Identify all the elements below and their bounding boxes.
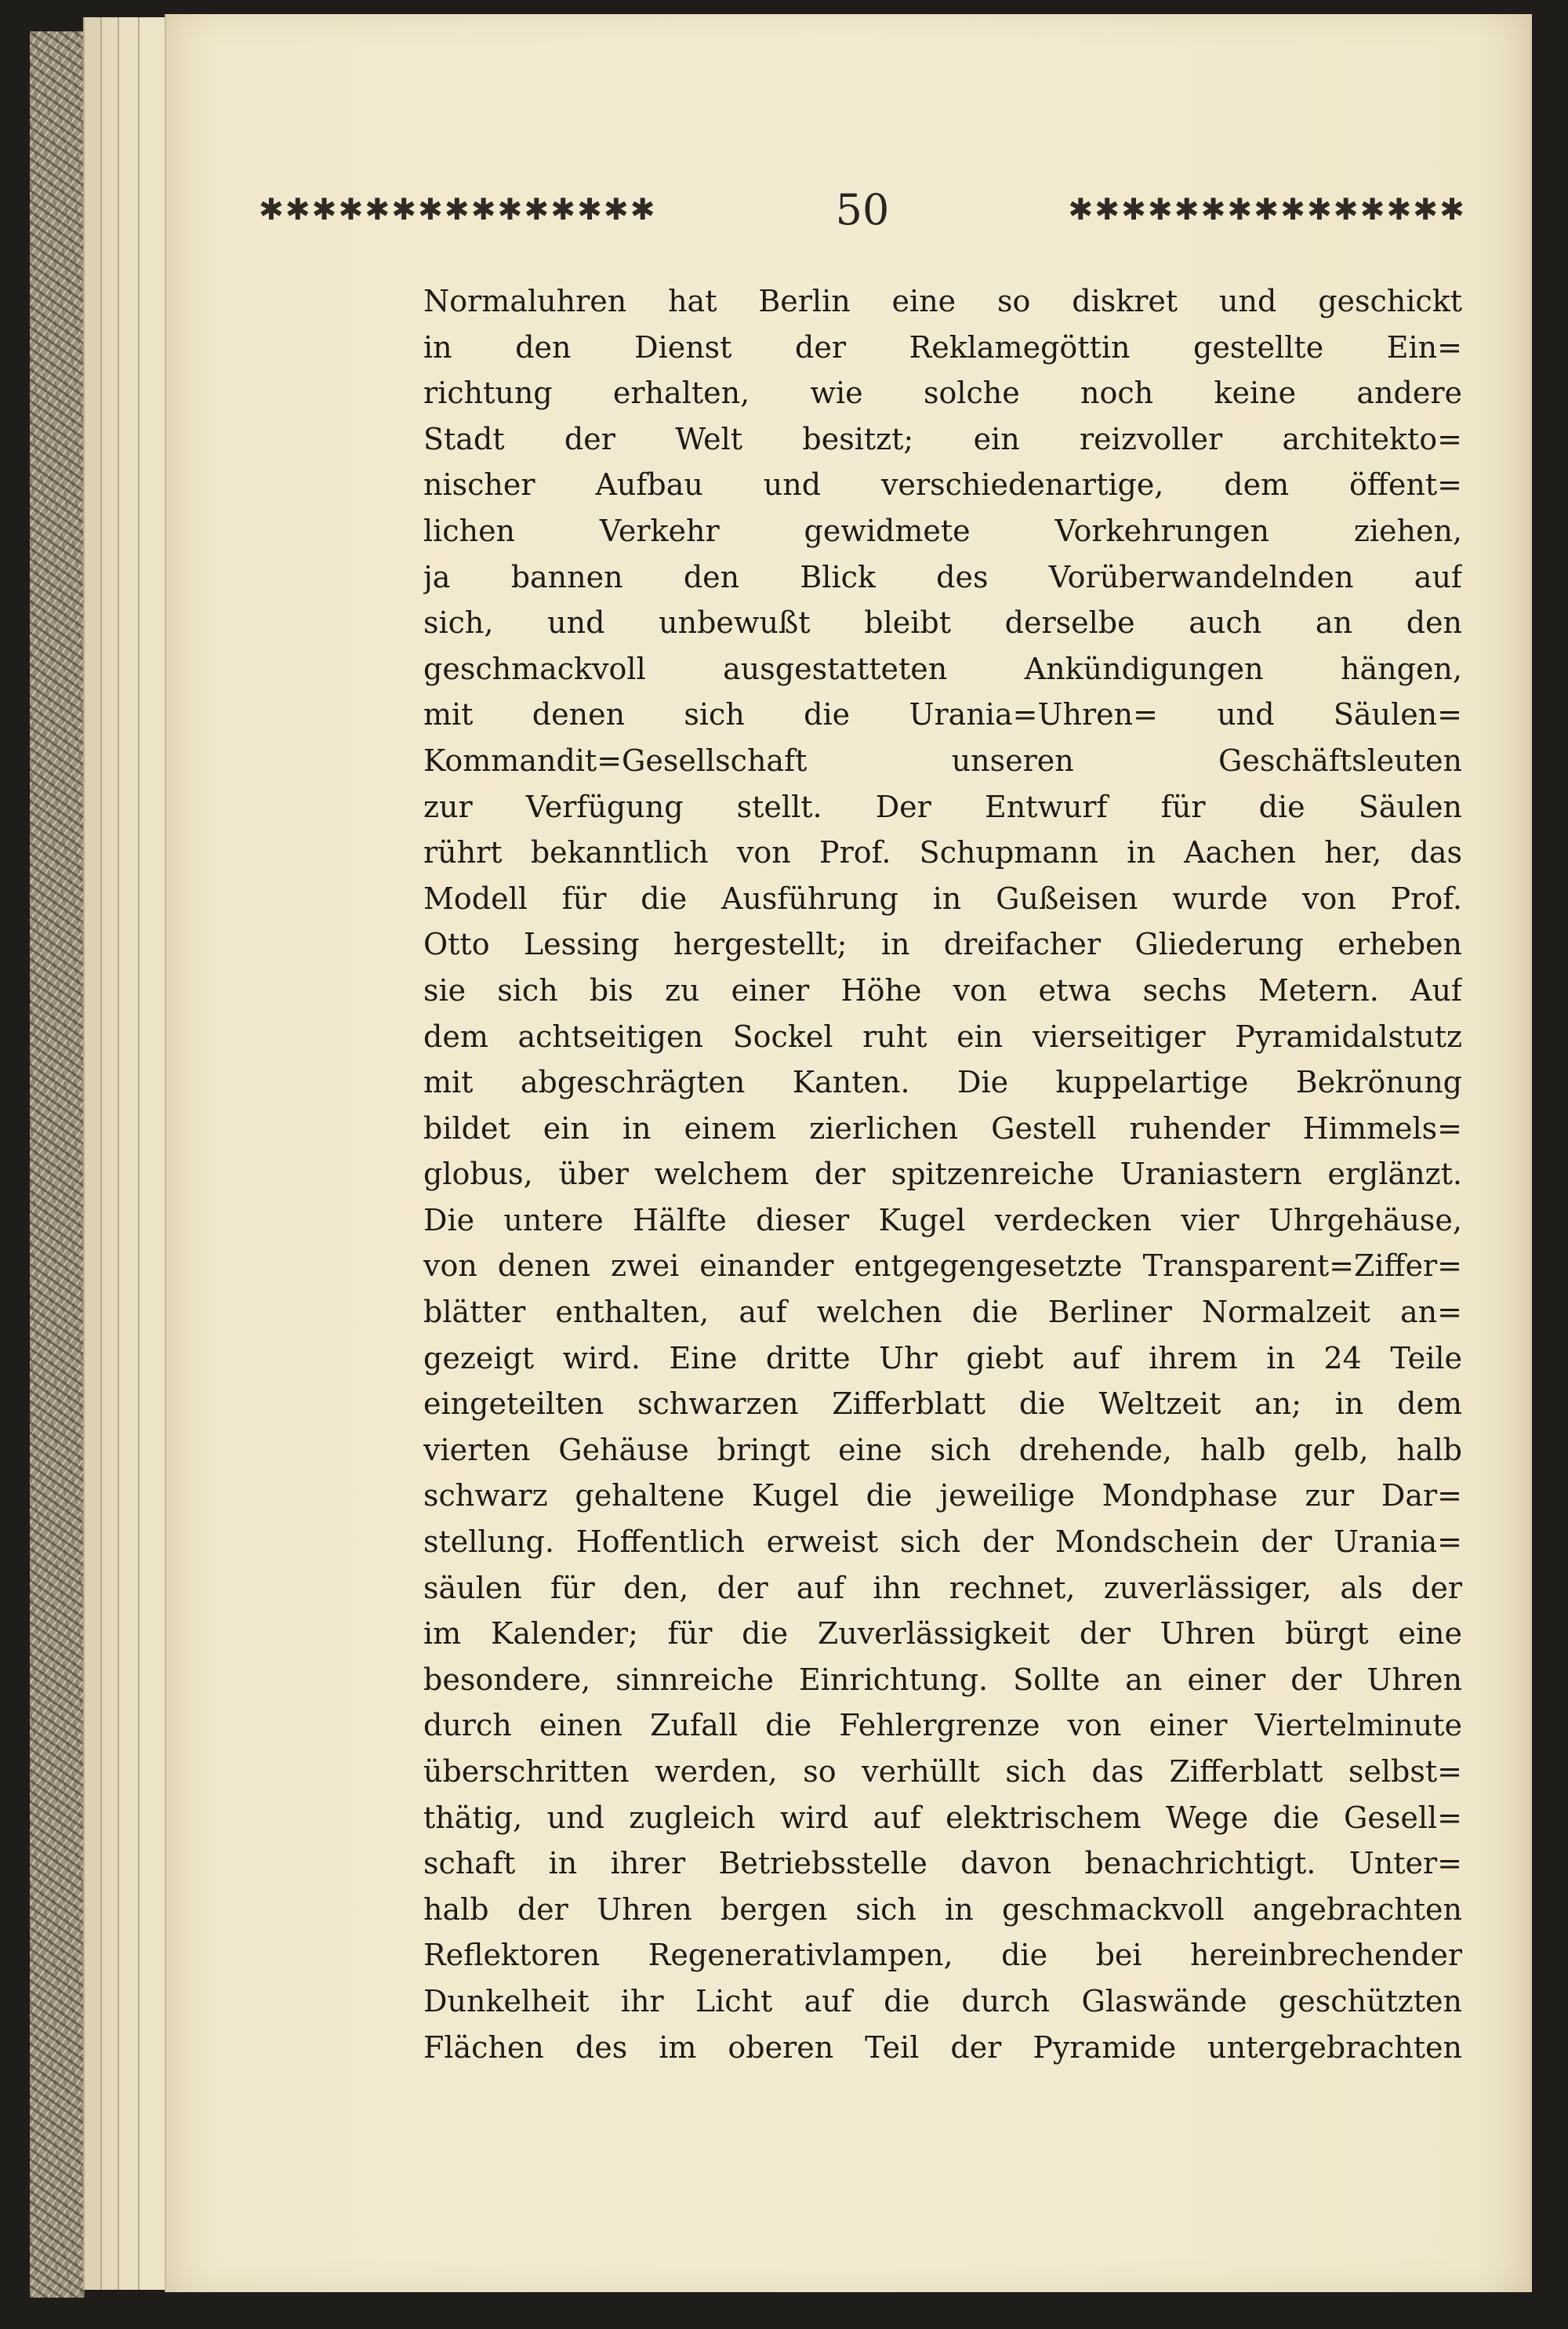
text-line: schwarz gehaltene Kugel die jeweilige Mondphase zur Dar= <box>423 1478 1462 1513</box>
text-line: vierten Gehäuse bringt eine sich drehende, halb gelb, halb <box>423 1432 1462 1467</box>
text-line: lichen Verkehr gewidmete Vorkehrungen ziehen, <box>423 513 1462 548</box>
text-line: schaft in ihrer Betriebsstelle davon benachrichtigt. Unter= <box>423 1846 1462 1881</box>
text-line: rührt bekanntlich von Prof. Schupmann in Aachen her, das <box>423 835 1462 870</box>
text-line: im Kalender; für die Zuverlässigkeit der Uhren bürgt eine <box>423 1616 1462 1651</box>
text-line: Otto Lessing hergestellt; in dreifacher Gliederung erheben <box>423 927 1462 962</box>
text-line: durch einen Zufall die Fehlergrenze von einer Viertelminute <box>423 1708 1462 1743</box>
page-header <box>259 182 1466 237</box>
text-line: Flächen des im oberen Teil der Pyramide untergebrachten <box>423 2029 1462 2065</box>
text-line: mit denen sich die Urania=Uhren= und Säulen= <box>423 697 1462 732</box>
text-line: ja bannen den Blick des Vorüberwandelnden auf <box>423 559 1462 594</box>
text-line: sich, und unbewußt bleibt derselbe auch an den <box>423 605 1462 641</box>
text-line: globus, über welchem der spitzenreiche Uraniastern erglänzt. <box>423 1157 1462 1192</box>
text-line: Die untere Hälfte dieser Kugel verdecken vier Uhrgehäuse, <box>423 1202 1462 1237</box>
text-line: blätter enthalten, auf welchen die Berliner Normalzeit an= <box>423 1295 1462 1330</box>
text-line: stellung. Hoffentlich erweist sich der Mondschein der Urania= <box>423 1524 1462 1560</box>
text-line: in den Dienst der Reklamegöttin gestellte Ein= <box>423 329 1462 365</box>
text-line: Kommandit=Gesellschaft unseren Geschäftsleuten <box>423 743 1462 778</box>
text-line: zur Verfügung stellt. Der Entwurf für die Säulen <box>423 789 1462 824</box>
text-line: besondere, sinnreiche Einrichtung. Sollte an einer der Uhren <box>423 1662 1462 1697</box>
text-line: richtung erhalten, wie solche noch keine andere <box>423 376 1462 411</box>
text-line: halb der Uhren bergen sich in geschmackvoll angebrachten <box>423 1891 1462 1927</box>
marbled-book-edge <box>30 31 85 2298</box>
text-line: thätig, und zugleich wird auf elektrischem Wege die Gesell= <box>423 1800 1462 1835</box>
text-line: Normaluhren hat Berlin eine so diskret und geschickt <box>423 284 1462 318</box>
text-line: gezeigt wird. Eine dritte Uhr giebt auf ihrem in 24 Teile <box>423 1340 1462 1375</box>
header-ornament-right: ✱✱✱✱✱✱✱✱✱✱✱✱✱✱✱ <box>1068 192 1466 227</box>
text-line: mit abgeschrägten Kanten. Die kuppelartige Bekrönung <box>423 1065 1462 1100</box>
text-line: säulen für den, der auf ihn rechnet, zuverlässiger, als der <box>423 1570 1462 1605</box>
text-line: nischer Aufbau und verschiedenartige, dem öffent= <box>423 467 1462 503</box>
text-line: Dunkelheit ihr Licht auf die durch Glaswände geschützten <box>423 1983 1462 2018</box>
page-number: 50 <box>835 184 890 234</box>
text-line: dem achtseitigen Sockel ruht ein vierseitiger Pyramidalstutz <box>423 1019 1462 1054</box>
text-line: Modell für die Ausführung in Gußeisen wurde von Prof. <box>423 881 1462 916</box>
text-line: von denen zwei einander entgegengesetzte Transparent=Ziffer= <box>423 1248 1462 1284</box>
text-line: bildet ein in einem zierlichen Gestell ruhender Himmels= <box>423 1110 1462 1146</box>
body-text <box>423 278 1462 2070</box>
text-line: überschritten werden, so verhüllt sich das Zifferblatt selbst= <box>423 1754 1462 1789</box>
text-line: eingeteilten schwarzen Zifferblatt die Weltzeit an; in dem <box>423 1386 1462 1422</box>
header-ornament-left: ✱✱✱✱✱✱✱✱✱✱✱✱✱✱✱ <box>259 192 657 227</box>
text-line: Stadt der Welt besitzt; ein reizvoller architekto= <box>423 421 1462 456</box>
text-line: Reflektoren Regenerativlampen, die bei hereinbrechender <box>423 1938 1462 1973</box>
text-line: sie sich bis zu einer Höhe von etwa sechs Metern. Auf <box>423 972 1462 1008</box>
text-line: geschmackvoll ausgestatteten Ankündigungen hängen, <box>423 651 1462 686</box>
